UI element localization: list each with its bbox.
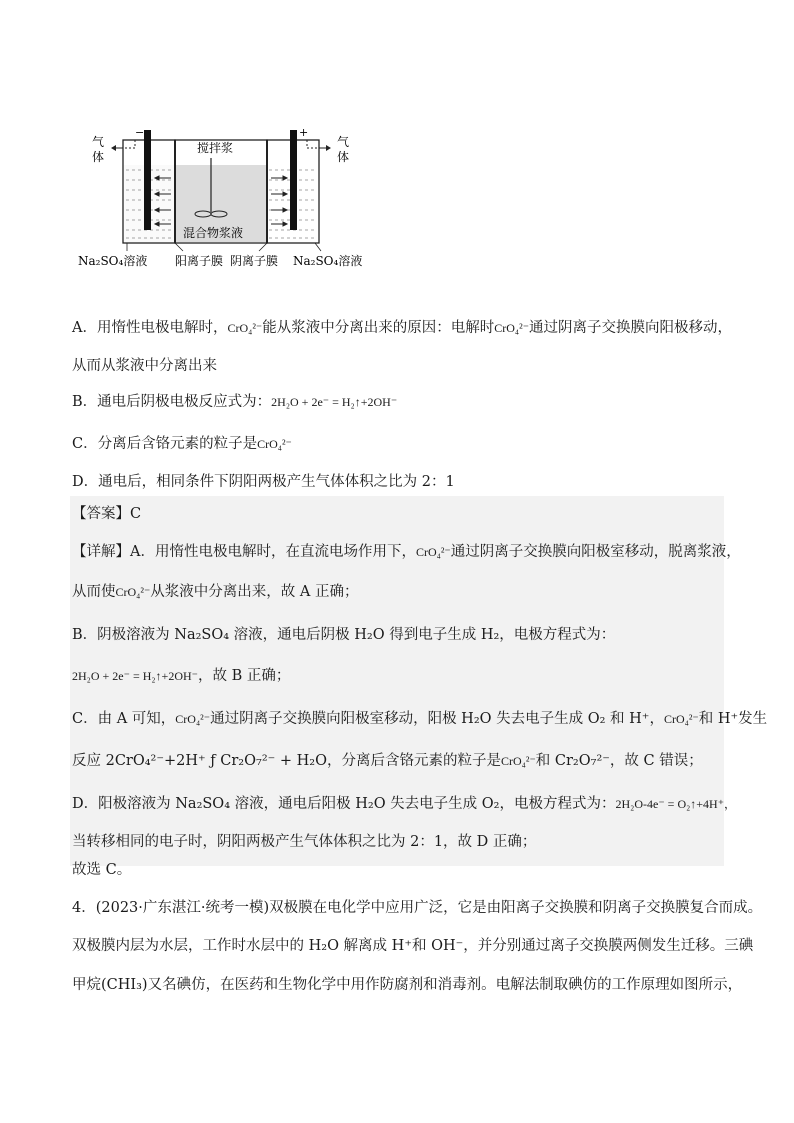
option-d: D．通电后，相同条件下阴阳两极产生气体体积之比为 2：1 — [72, 474, 455, 490]
electrolysis-diagram — [75, 120, 375, 280]
option-a-text-3: 通过阴离子交换膜向阳极移动， — [529, 320, 733, 336]
chromate-ion: CrO₄²⁻ — [663, 712, 699, 726]
chromate-ion: CrO₄²⁻ — [115, 585, 151, 599]
detail-b-line1: B．阴极溶液为 Na₂SO₄ 溶液，通电后阴极 H₂O 得到电子生成 H₂，电极方程式为： — [72, 627, 616, 643]
detail-b-tail: ，故 B 正确； — [198, 668, 291, 684]
detail-c-text-3: 和 H⁺发生 — [698, 711, 768, 727]
detail-d-equation: 2H₂O-4e⁻ = O₂↑+4H⁺， — [615, 797, 737, 811]
anion-membrane-label: 阴离子膜 — [230, 254, 279, 268]
cathode-electrode — [144, 130, 151, 230]
detail-d-text: D．阳极溶液为 Na₂SO₄ 溶液，通电后阳极 H₂O 失去电子生成 O₂，电极方程式为： — [72, 796, 616, 812]
chromate-ion: CrO₄²⁻ — [227, 321, 263, 335]
na2so4-right-label: Na₂SO₄溶液 — [293, 254, 363, 268]
chromate-ion: CrO₄²⁻ — [175, 712, 211, 726]
detail-b-line2 — [72, 666, 732, 686]
detail-c-text-5: 和 Cr₂O₇²⁻，故 C 错误； — [535, 753, 703, 769]
option-b — [72, 392, 732, 412]
detail-a-line2 — [72, 582, 732, 602]
question4-line2: 双极膜内层为水层，工作时水层中的 H₂O 解离成 H⁺和 OH⁻，并分别通过离子交换膜两侧发生迁移。三碘 — [72, 938, 754, 954]
chromate-ion: CrO₄²⁻ — [257, 437, 292, 451]
final-answer: 故选 C。 — [72, 862, 132, 878]
detail-c-text-2: 通过阴离子交换膜向阳极室移动，阳极 H₂O 失去电子生成 O₂ 和 H⁺， — [210, 711, 664, 727]
detail-a-line1 — [72, 542, 741, 562]
gas-label-left-2: 体 — [92, 150, 105, 164]
detail-c-line1 — [72, 709, 768, 729]
cation-membrane-label: 阳离子膜 — [175, 254, 224, 268]
detail-c-line2 — [72, 751, 732, 771]
option-b-equation: 2H₂O + 2e⁻ = H₂↑+2OH⁻ — [271, 395, 398, 409]
option-b-text: B．通电后阴极电极反应式为： — [72, 394, 272, 410]
detail-d-line2: 当转移相同的电子时，阴阳两极产生气体体积之比为 2：1，故 D 正确； — [72, 834, 537, 850]
detail-b-equation: 2H₂O + 2e⁻ = H₂↑+2OH⁻ — [72, 669, 198, 683]
detail-a-text-3: 从而使 — [72, 584, 116, 600]
detail-a-text: 【详解】A．用惰性电极电解时，在直流电场作用下， — [72, 544, 416, 560]
option-c-text: C．分离后含铬元素的粒子是 — [72, 436, 258, 452]
anion-arrows — [271, 176, 287, 226]
na2so4-left-label: Na₂SO₄溶液 — [78, 254, 148, 268]
gas-label-right-2: 体 — [337, 150, 350, 164]
chromate-ion: CrO₄²⁻ — [494, 321, 530, 335]
negative-sign: − — [135, 126, 145, 139]
answer-label: 【答案】C — [72, 506, 142, 522]
gas-label-right-1: 气 — [337, 135, 350, 149]
option-a-line2: 从而从浆液中分离出来 — [72, 358, 217, 374]
anode-electrode — [290, 130, 297, 230]
gas-label-left-1: 气 — [92, 135, 105, 149]
detail-c-text-4: 反应 2CrO₄²⁻+2H⁺ ƒ Cr₂O₇²⁻ + H₂O，分离后含铬元素的粒子是 — [72, 753, 502, 769]
option-a-text-2: 能从浆液中分离出来的原因：电解时 — [262, 320, 495, 336]
detail-d-line1 — [72, 794, 737, 814]
chromate-ion: CrO₄²⁻ — [415, 545, 451, 559]
option-a-text: A．用惰性电极电解时， — [72, 320, 228, 336]
detail-a-text-4: 从浆液中分离出来，故 A 正确； — [150, 584, 359, 600]
stirrer-label: 搅拌浆 — [197, 141, 234, 155]
detail-a-text-2: 通过阴离子交换膜向阳极室移动，脱离浆液， — [450, 544, 741, 560]
slurry-label: 混合物浆液 — [183, 226, 244, 240]
question4-line1: 4．(2023·广东湛江·统考一模)双极膜在电化学中应用广泛，它是由阳离子交换膜和阴离子交换膜复合而成。 — [72, 900, 763, 916]
question4-line3: 甲烷(CHI₃)又名碘仿，在医药和生物化学中用作防腐剂和消毒剂。电解法制取碘仿的工作原理如图所示， — [72, 977, 743, 993]
positive-sign: + — [299, 126, 309, 139]
option-c — [72, 434, 732, 454]
detail-c-text: C．由 A 可知， — [72, 711, 176, 727]
option-a-line1 — [72, 318, 732, 338]
chromate-ion: CrO₄²⁻ — [501, 754, 536, 768]
